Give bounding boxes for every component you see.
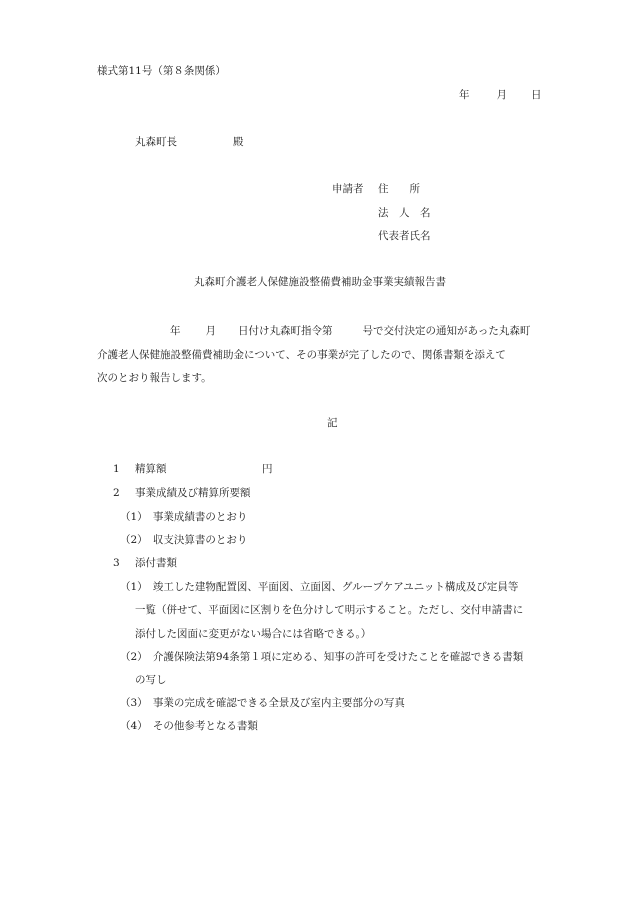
item3-label: 添付書類 [135,557,177,569]
item3-sub1-line3: 添付した図面に変更がない場合には省略できる。） [135,628,372,640]
intro-line-2: 介護老人保健施設整備費補助金について、その事業が完了したので、関係書類を添えて [97,349,506,361]
item2-number: 2 [113,487,120,499]
item3-sub2-line2: の写し [135,674,167,686]
date-year-label: 年 [459,89,470,101]
date-month-label: 月 [496,89,507,101]
intro-line-3: 次のとおり報告します。 [97,372,212,384]
item1-number: 1 [113,463,120,475]
item3-sub2-line1: （2） 介護保険法第94条第１項に定める、知事の許可を受けたことを確認できる書類 [120,651,524,663]
intro-line-1: 年 月 日付け丸森町指令第 号で交付決定の通知があった丸森町 [170,325,531,337]
item3-sub3: （3） 事業の完成を確認できる全景及び室内主要部分の写真 [120,697,405,709]
addressee-name: 丸森町長 [135,136,177,148]
addressee-honorific: 殿 [233,136,244,148]
form-number: 様式第11号（第８条関係） [97,65,226,77]
item3-sub1-line1: （1） 竣工した建物配置図、平面図、立面図、グループケアユニット構成及び定員等 [120,581,519,593]
date-line [459,90,542,101]
item2-sub2: （2） 収支決算書のとおり [120,534,248,546]
applicant-label: 申請者 [332,183,364,195]
addressee [135,137,244,148]
applicant-representative: 代表者氏名 [378,230,431,242]
item3-sub4: （4） その他参考となる書類 [120,720,258,732]
applicant-address: 住 所 [378,183,420,195]
date-day-label: 日 [531,89,542,101]
item1-label: 精算額 [135,463,167,475]
ki-heading: 記 [327,417,338,429]
item2-label: 事業成績及び精算所要額 [135,487,251,499]
applicant-corporation: 法 人 名 [378,207,431,219]
item2-sub1: （1） 事業成績書のとおり [120,511,248,523]
item1-unit: 円 [262,463,273,475]
document-title: 丸森町介護老人保健施設整備費補助金事業実績報告書 [194,276,446,288]
item3-sub1-line2: 一覧（併せて、平面図に区割りを色分けして明示すること。ただし、交付申請書に [135,604,524,616]
item3-number: 3 [113,557,120,569]
